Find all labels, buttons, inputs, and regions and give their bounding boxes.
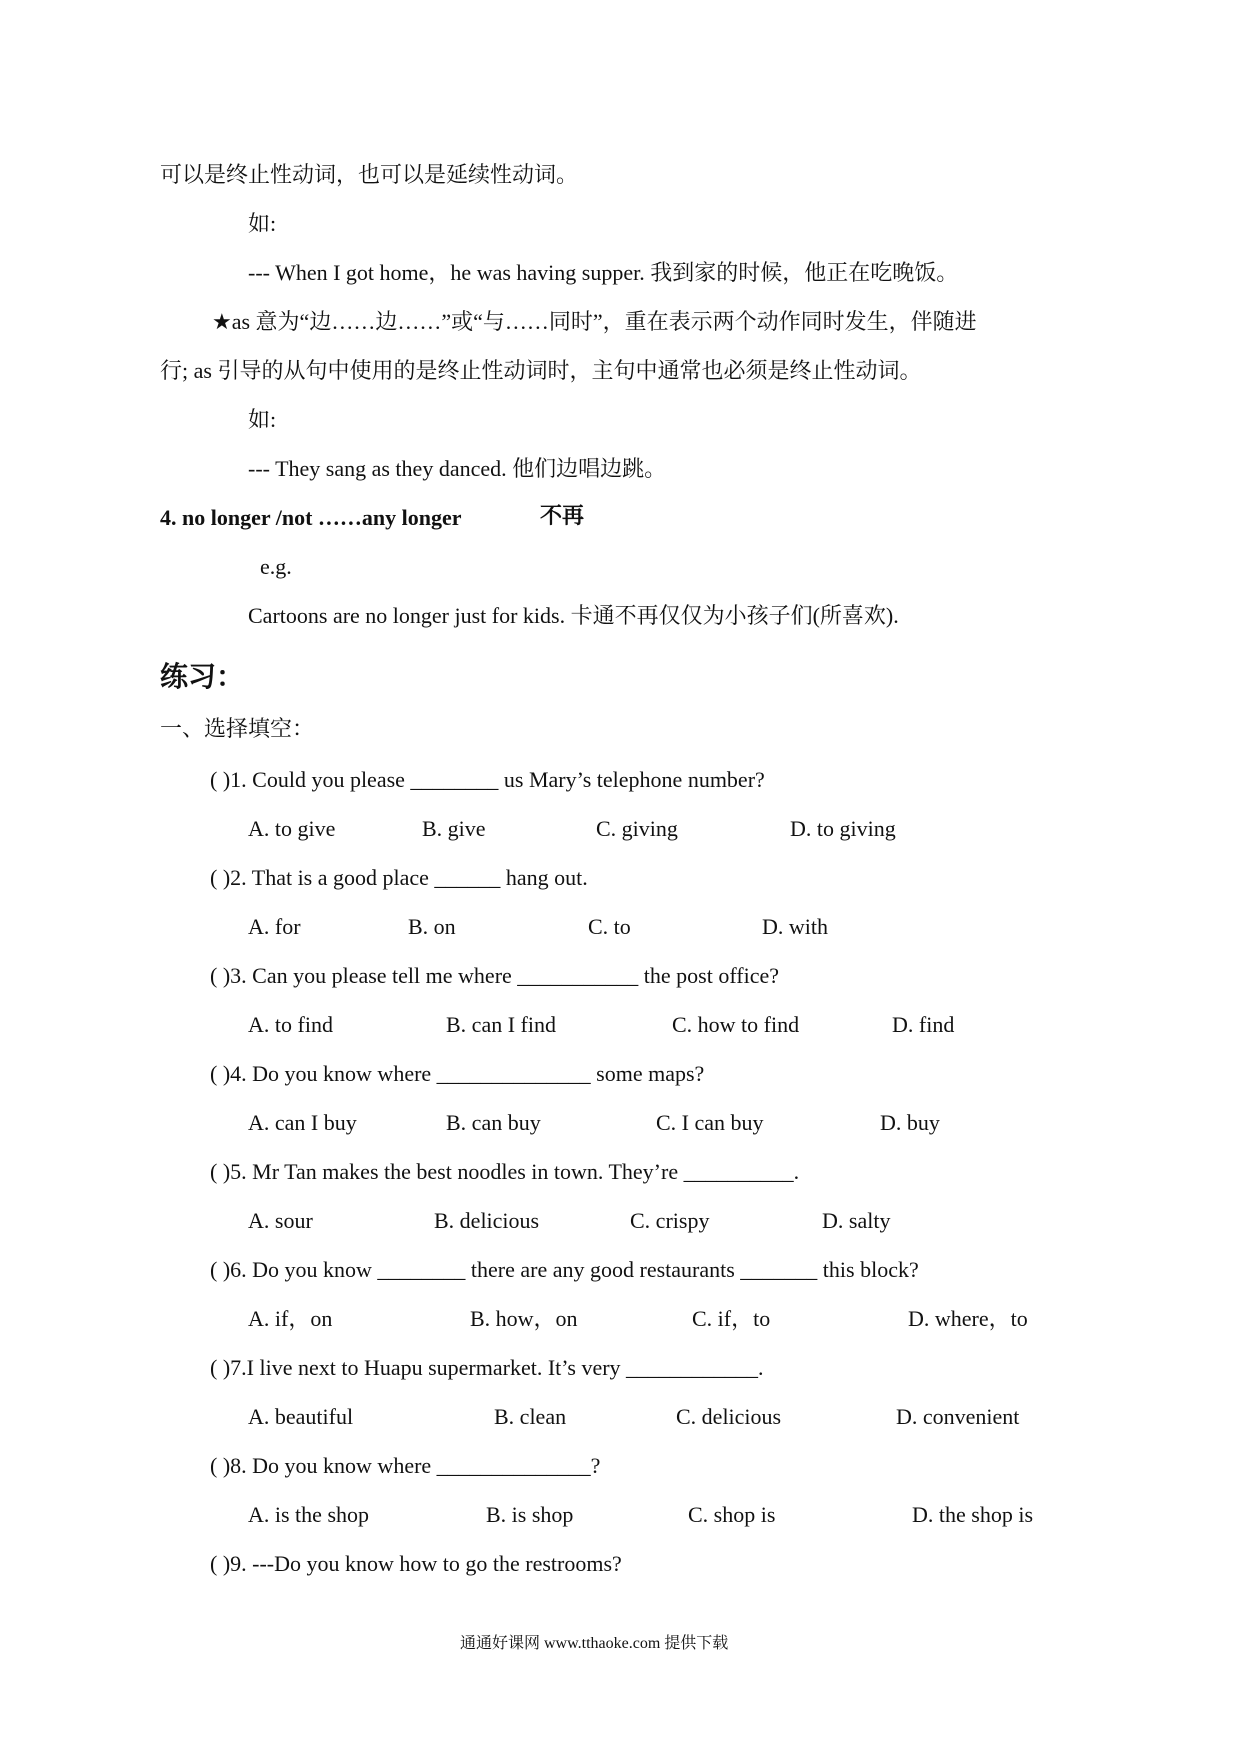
paragraph-line: 可以是终止性动词，也可以是延续性动词。 — [160, 162, 579, 187]
option-a: A. to find — [248, 1012, 333, 1037]
question-6: ( )6. Do you know ________ there are any good restaurants _______ this block? — [210, 1257, 919, 1282]
example-sentence: --- When I got home，he was having supper. 我到家的时候，他正在吃晚饭。 — [248, 260, 959, 285]
option-d: D. the shop is — [912, 1502, 1033, 1527]
example-label: 如: — [248, 211, 277, 236]
option-a: A. to give — [248, 816, 336, 841]
page-footer: 通通好课网 www.tthaoke.com 提供下载 — [460, 1635, 729, 1652]
paragraph-line: ★as 意为“边……边……”或“与……同时”，重在表示两个动作同时发生，伴随进 — [212, 309, 977, 334]
option-a: A. can I buy — [248, 1110, 357, 1135]
option-b: B. how，on — [470, 1306, 578, 1331]
question-7: ( )7.I live next to Huapu supermarket. It’s very ____________. — [210, 1355, 764, 1380]
option-a: A. sour — [248, 1208, 313, 1233]
option-a: A. if，on — [248, 1306, 333, 1331]
example-sentence: --- They sang as they danced. 他们边唱边跳。 — [248, 456, 667, 481]
question-1: ( )1. Could you please ________ us Mary’s telephone number? — [210, 767, 765, 792]
option-b: B. give — [422, 816, 486, 841]
option-c: C. giving — [596, 816, 678, 841]
example-label: 如: — [248, 407, 277, 432]
example-sentence: Cartoons are no longer just for kids. 卡通不再仅仅为小孩子们(所喜欢). — [248, 603, 899, 628]
section-heading: 一、选择填空： — [160, 716, 315, 741]
option-c: C. how to find — [672, 1012, 800, 1037]
option-b: B. is shop — [486, 1502, 574, 1527]
option-c: C. to — [588, 914, 631, 939]
option-d: D. where，to — [908, 1306, 1028, 1331]
option-d: D. with — [762, 914, 828, 939]
point-title: 4. no longer /not ……any longer — [160, 505, 462, 530]
option-a: A. for — [248, 914, 301, 939]
option-d: D. to giving — [790, 816, 896, 841]
point-meaning: 不再 — [540, 503, 585, 528]
option-a: A. is the shop — [248, 1502, 369, 1527]
option-b: B. can buy — [446, 1110, 541, 1135]
practice-heading: 练习： — [160, 662, 245, 693]
question-5: ( )5. Mr Tan makes the best noodles in town. They’re __________. — [210, 1159, 800, 1184]
option-c: C. delicious — [676, 1404, 782, 1429]
option-d: D. find — [892, 1012, 955, 1037]
eg-label: e.g. — [260, 554, 292, 579]
option-a: A. beautiful — [248, 1404, 354, 1429]
option-b: B. on — [408, 914, 456, 939]
option-d: D. convenient — [896, 1404, 1020, 1429]
option-d: D. buy — [880, 1110, 940, 1135]
question-3: ( )3. Can you please tell me where ___________ the post office? — [210, 963, 779, 988]
question-9: ( )9. ---Do you know how to go the restrooms? — [210, 1551, 622, 1576]
option-b: B. delicious — [434, 1208, 540, 1233]
option-b: B. can I find — [446, 1012, 556, 1037]
option-c: C. crispy — [630, 1208, 710, 1233]
option-b: B. clean — [494, 1404, 567, 1429]
paragraph-line: 行; as 引导的从句中使用的是终止性动词时，主句中通常也必须是终止性动词。 — [160, 358, 922, 383]
option-c: C. I can buy — [656, 1110, 764, 1135]
option-c: C. shop is — [688, 1502, 776, 1527]
question-4: ( )4. Do you know where ______________ some maps? — [210, 1061, 705, 1086]
option-c: C. if，to — [692, 1306, 771, 1331]
question-2: ( )2. That is a good place ______ hang out. — [210, 865, 588, 890]
option-d: D. salty — [822, 1208, 891, 1233]
question-8: ( )8. Do you know where ______________? — [210, 1453, 601, 1478]
